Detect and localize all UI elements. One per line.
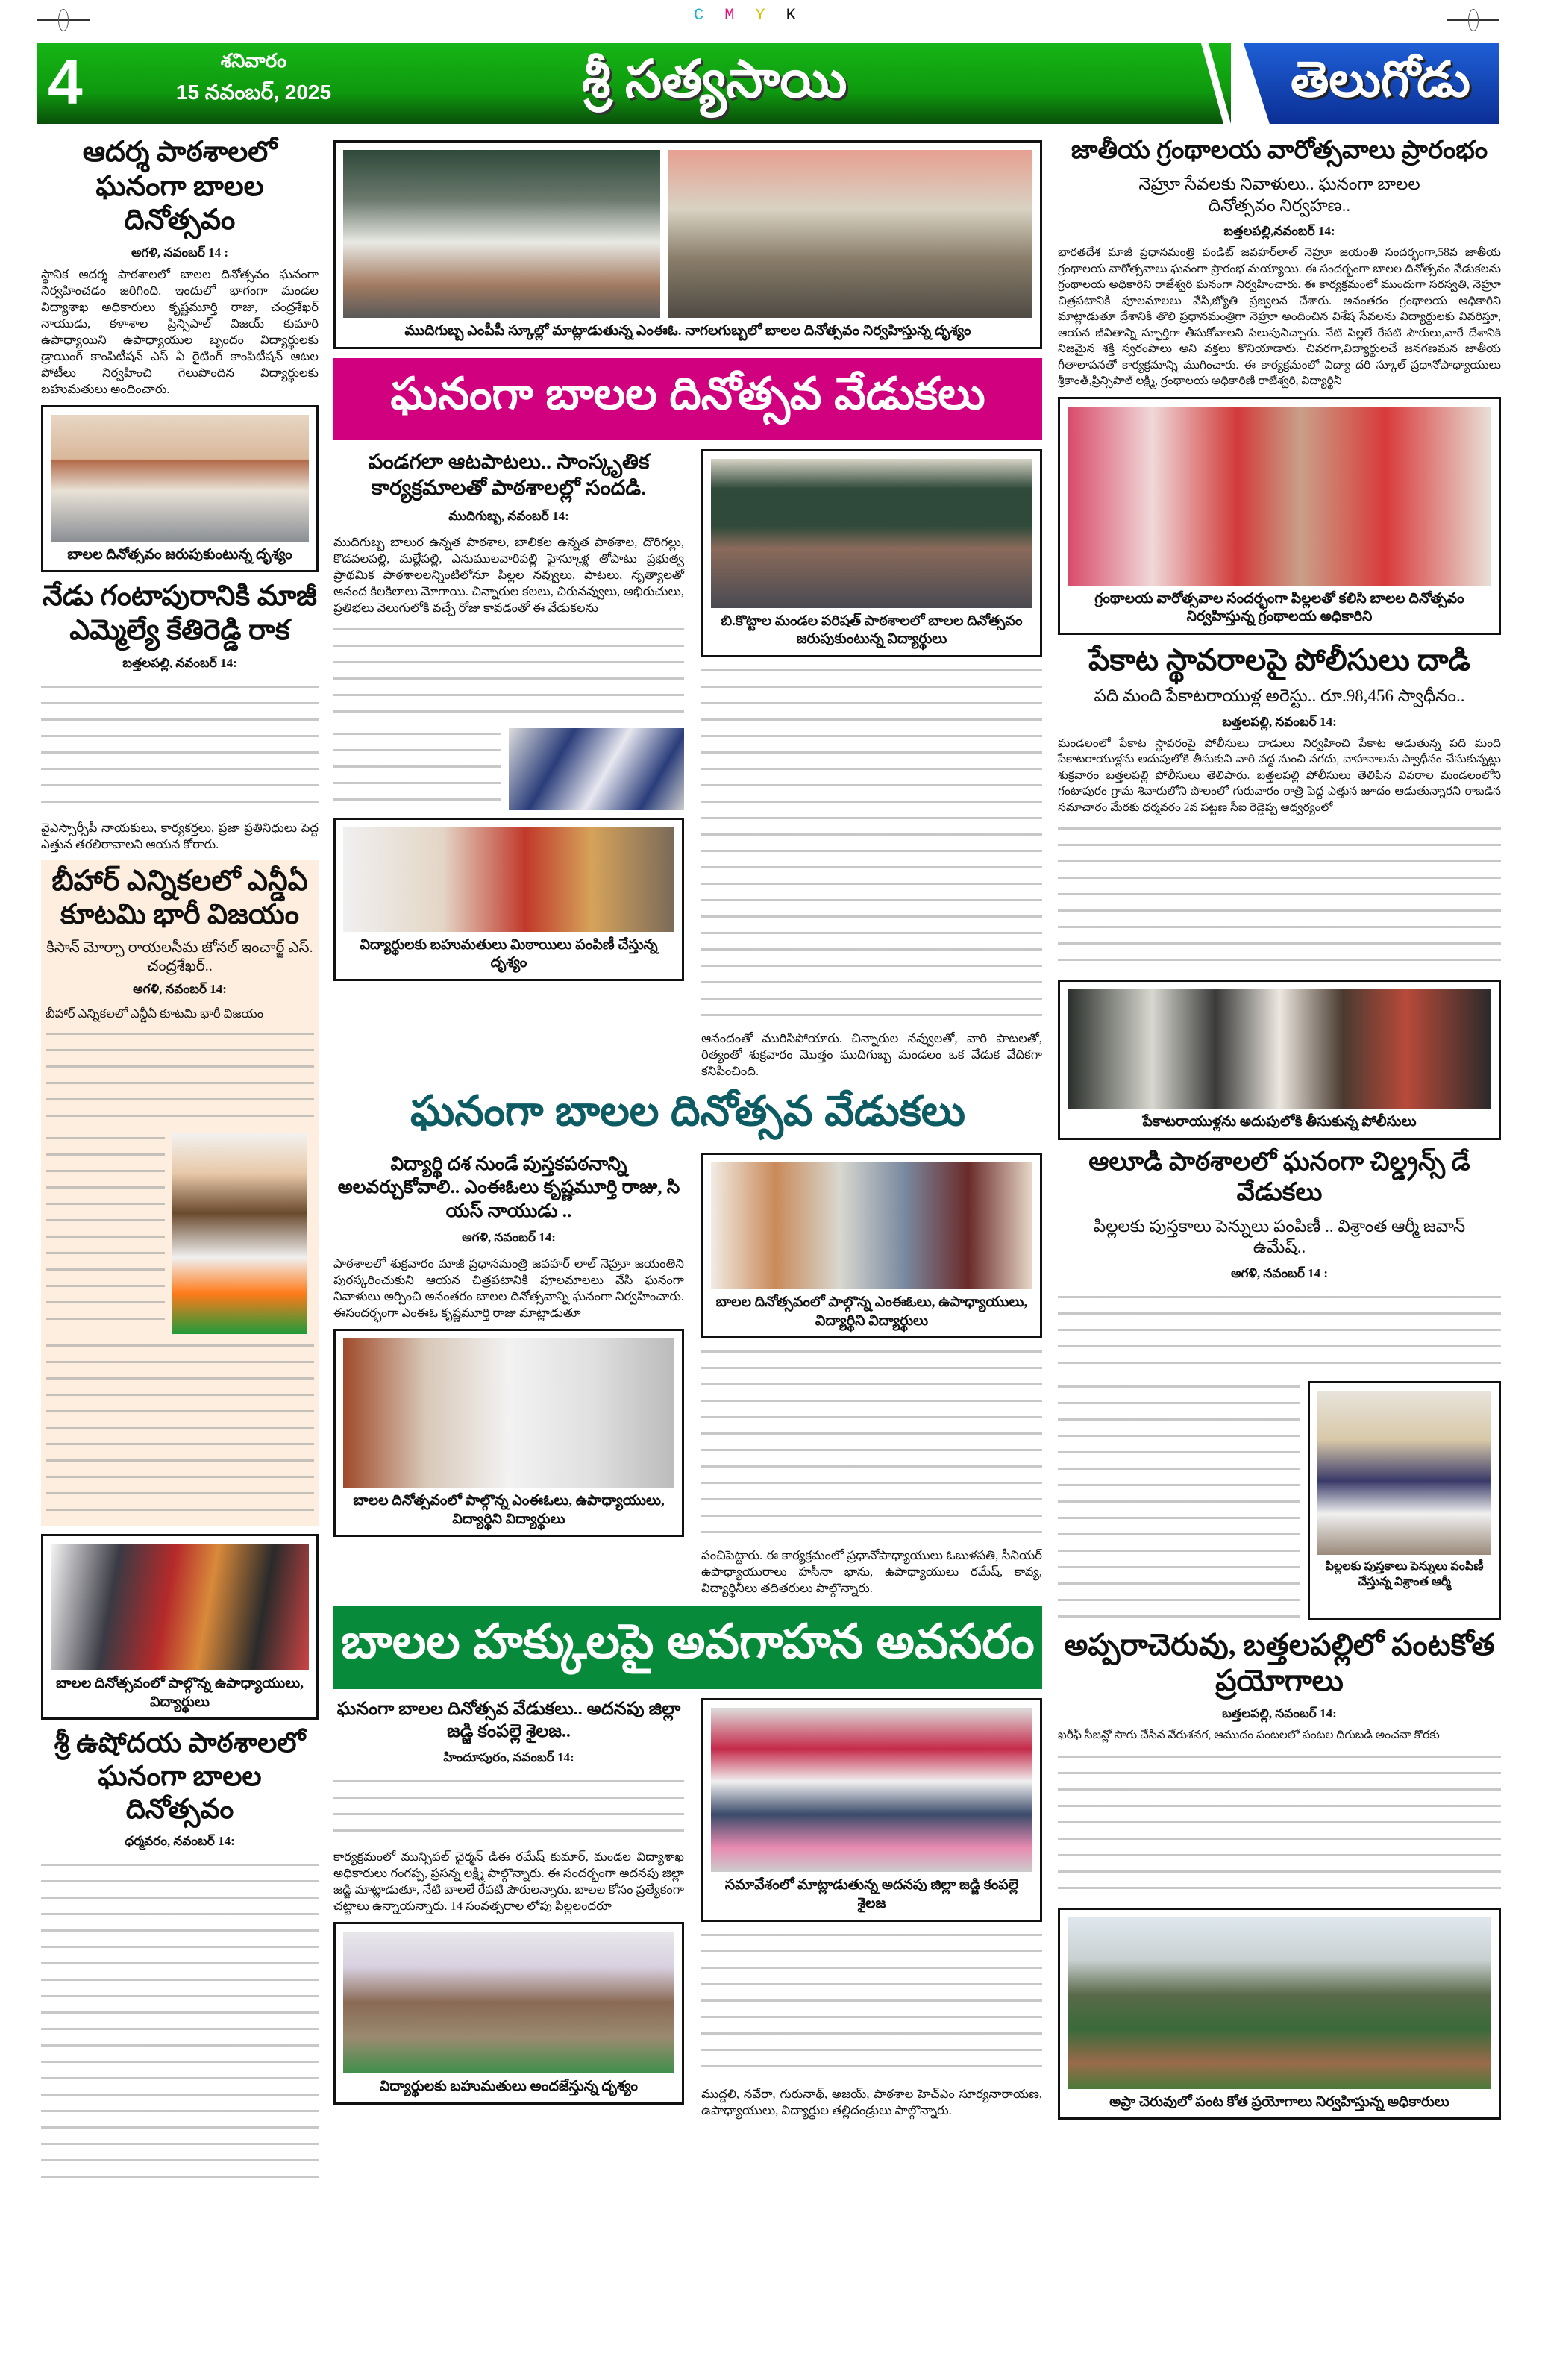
dateline: హిందూపురం, నవంబర్ 14: — [443, 1750, 574, 1765]
photo — [343, 1338, 674, 1488]
article-body-text — [701, 1929, 1042, 2079]
article-body-text — [41, 1859, 319, 2188]
masthead — [37, 43, 1499, 124]
article-body-text — [46, 1340, 314, 1519]
article-body-text — [333, 1776, 684, 1841]
photo — [343, 827, 674, 932]
dateline: అగళి, నవంబర్ 14 : — [131, 245, 229, 260]
photo — [1317, 1391, 1491, 1555]
section-banner: ఘనంగా బాలల దినోత్సవ వేడుకలు — [333, 358, 1042, 440]
article-body: ఆనందంతో మురిసిపోయారు. చిన్నారుల నవ్వులతో, వారి పాటలతో, రిత్యంతో శుక్రవారం మొత్తం ముదిగుబ్బ మండలం ఒక వేడుక వేదికగా కనిపించింది. — [701, 1031, 1042, 1079]
article-body-text — [1058, 1381, 1300, 1620]
article-body-text — [41, 681, 319, 812]
photo-box — [1058, 397, 1501, 635]
weekday: శనివారం — [220, 49, 287, 72]
subheadline: విద్యార్థి దశ నుండే పుస్తకపఠనాన్ని అలవర్చుకోవాలి.. ఎంఈఓలు కృష్ణమూర్తి రాజు, సి యస్ నాయుడు .. — [337, 1154, 680, 1221]
photo — [711, 1708, 1032, 1872]
subheadline: నెహ్రూ సేవలకు నివాళులు.. ఘనంగా బాలల దినోత్సవం నిర్వహణ.. — [1138, 174, 1420, 215]
photo — [711, 459, 1032, 608]
photo-pair — [343, 150, 1032, 318]
article-body: ఖరీఫ్ సీజన్లో సాగు చేసిన వేరుశనగ, ఆముదం పంటలలో పంటల దిగుబడి అంచనా కొరకు — [1058, 1729, 1440, 1742]
section-body — [333, 1153, 1042, 1597]
photo-box — [333, 1329, 684, 1537]
dateline: బత్తలపల్లి, నవంబర్ 14: — [1222, 1706, 1337, 1721]
cmyk-print-marks: CMYK — [694, 6, 817, 25]
left-column — [41, 136, 319, 2188]
section-left — [333, 1153, 684, 1597]
article-body-text — [333, 728, 501, 810]
headline: ఆదర్శ పాఠశాలలో ఘనంగా బాలల దినోత్సవం — [82, 137, 278, 237]
article-body-text — [46, 1028, 314, 1127]
photo-box — [701, 1153, 1042, 1338]
subheadline: కిసాన్ మోర్చా రాయలసీమ జోనల్ ఇంచార్జ్ ఎస్. చంద్రశేఖర్.. — [46, 939, 313, 974]
masthead-green-band — [37, 43, 1231, 124]
photo — [51, 415, 309, 542]
headline: బీహార్ ఎన్నికలలో ఎన్డీఏ కూటమి భారీ విజయం — [51, 865, 308, 931]
subheadline: పది మంది పేకాటరాయుళ్ల అరెస్టు.. రూ.98,456 స్వాధీనం.. — [1094, 686, 1465, 706]
photo-box — [701, 1698, 1042, 1921]
photo — [343, 150, 660, 318]
article-body: ముద్దలి, నవేరా, గురునాథ్, అజయ్, పాఠశాల హెచ్ఎం సూర్యనారాయణ, ఉపాధ్యాయులు, విద్యార్థుల తల్లిదండ్రులు పాల్గొన్నారు. — [701, 2086, 1042, 2117]
photo-box — [41, 405, 319, 573]
article-body: ముదిగుబ్బ బాలుర ఉన్నత పాఠశాల, బాలికల ఉన్నత పాఠశాల, దొరిగల్లు, కొడవలపల్లి, మల్లేపల్లి, ఎనుములవారిపల్లి హైస్కూళ్ల తోపాటు ప్రభుత్వ ప్రాథమిక పాఠశాలలన్నింటిలోనూ పిల్లల నవ్వులు, పాటలు, నృత్యాలతో ఆనంద కిలకిలాలు మోగాయి. చిన్నారుల కలలు, చిరునవ్వులు, అభిరుచులు, ప్రతిభలు వెలుగులోకి వచ్చే రోజు కావడంతో ఈ వేడుకలను — [333, 534, 684, 615]
photo — [668, 150, 1032, 318]
section-body — [333, 449, 1042, 1080]
section-banner: బాలల హక్కులపై అవగాహన అవసరం — [333, 1606, 1042, 1689]
photo — [51, 1544, 309, 1670]
article-row — [1058, 1381, 1501, 1620]
photo-caption: బాలల దినోత్సవంలో పాల్గొన్న ఉపాధ్యాయులు, విద్యార్థులు — [55, 1675, 304, 1710]
section-left — [333, 449, 684, 1080]
photo-caption: పిల్లలకు పుస్తకాలు పెన్నులు పంపిణీ చేస్తున్న విశ్రాంత ఆర్మీ — [1325, 1560, 1484, 1588]
article-body: పంచిపెట్టారు. ఈ కార్యక్రమంలో ప్రధానోపాధ్యాయులు ఓబుళపతి, సీనియర్ ఉపాధ్యాయురాలు హసీనా భాను, ఉపాధ్యాయులు రమేష్, కావ్య, విద్యార్థినీలు తదితరులు పాల్గొన్నారు. — [701, 1548, 1042, 1596]
photo-box — [1308, 1381, 1501, 1620]
headline: జాతీయ గ్రంథాలయ వారోత్సవాలు ప్రారంభం — [1071, 137, 1488, 164]
photo-caption: సమావేశంలో మాట్లాడుతున్న అదనపు జిల్లా జడ్జి కంపల్లె శైలజ — [724, 1877, 1019, 1912]
right-column — [1058, 136, 1501, 2120]
photo — [1068, 407, 1491, 586]
dateline: అగళి, నవంబర్ 14: — [462, 1230, 556, 1244]
article-body-text — [701, 665, 1042, 1023]
article-body: వైఎస్సార్సీపీ నాయకులు, కార్యకర్తలు, ప్రజా ప్రతినిధులు పెద్ద ఎత్తున తరలిరావాలని ఆయన కోరారు. — [41, 820, 319, 851]
section-right — [701, 1153, 1042, 1597]
highlight-box — [41, 860, 319, 1526]
photo-caption: బాలల దినోత్సవంలో పాల్గొన్న ఎంఈఓలు, ఉపాధ్యాయులు, విద్యార్థిని విద్యార్థులు — [353, 1492, 665, 1527]
photo — [711, 1162, 1032, 1289]
headline: ఆలూడి పాఠశాలలో ఘనంగా చిల్డ్రన్స్ డే వేడుకలు — [1088, 1148, 1470, 1206]
page-number: 4 — [48, 47, 83, 117]
section-body — [333, 1698, 1042, 2118]
photo-box — [701, 449, 1042, 657]
district-title: శ్రీ సత్యసాయి — [582, 50, 847, 108]
center-column — [333, 140, 1042, 2119]
article-body-text — [701, 1346, 1042, 1540]
article-body: స్థానిక ఆదర్శ పాఠశాలలో బాలల దినోత్సవం ఘనంగా నిర్వహించడం జరిగింది. ఇందులో భాగంగా మండల విద్యాశాఖ అధికారులు కృష్ణమూర్తి రాజు, చంద్రశేఖర్ నాయుడు, కళాశాల ప్రిన్సిపాల్ విజయ్ కుమారి ఉపాధ్యాయిని ఉపాధ్యాయుల బృందం విద్యార్థులకు డ్రాయింగ్ కాంపిటీషన్ ఎస్ ఏ రైటింగ్ కాంపిటీషన్ ఆటల పోటీలు నిర్వహించి గెలుపొందిన విద్యార్థులకు బహుమతులు అందించారు. — [41, 266, 319, 396]
article-body-text — [1058, 1751, 1501, 1900]
registration-mark-left — [37, 4, 90, 34]
subheadline: పిల్లలకు పుస్తకాలు పెన్నులు పంపిణీ .. విశ్రాంత ఆర్మీ జవాన్ ఉమేష్.. — [1093, 1216, 1466, 1257]
photo — [1068, 1917, 1491, 2089]
newspaper-logo: తెలుగోడు — [1291, 51, 1470, 107]
photo-caption: బాలల దినోత్సవం జరుపుకుంటున్న దృశ్యం — [67, 546, 292, 563]
dateline: అగళి, నవంబర్ 14 : — [1230, 1266, 1329, 1281]
article-row — [46, 1133, 314, 1334]
photo-box — [333, 1922, 684, 2105]
article-body-text — [46, 1133, 165, 1334]
photo-box — [1058, 980, 1501, 1140]
photo-caption: విద్యార్థులకు బహుమతులు అందజేస్తున్న దృశ్యం — [379, 2079, 639, 2095]
photo-caption: విద్యార్థులకు బహుమతులు మిఠాయిలు పంపిణీ చేస్తున్న దృశ్యం — [360, 936, 658, 971]
issue-date: 15 నవంబర్, 2025 — [175, 81, 332, 104]
section-right — [701, 449, 1042, 1080]
sweets-photo — [509, 728, 684, 810]
article-body: బీహార్ ఎన్నికలలో ఎన్డీఏ కూటమి భారీ విజయం — [46, 1006, 264, 1021]
photo-caption: గ్రంథాలయ వారోత్సవాల సందర్భంగా పిల్లలతో కలిసి బాలల దినోత్సవం నిర్వహిస్తున్న గ్రంథాలయ అధికారిని — [1094, 590, 1464, 625]
photo-caption: బాలల దినోత్సవంలో పాల్గొన్న ఎంఈఓలు, ఉపాధ్యాయులు, విద్యార్థిని విద్యార్థులు — [715, 1294, 1028, 1329]
portrait-photo — [172, 1133, 307, 1334]
subheadline: పండగలా ఆటపాటలు.. సాంస్కృతిక కార్యక్రమాలతో పాఠశాలల్లో సందడి. — [368, 450, 650, 500]
registration-mark-right — [1447, 4, 1499, 34]
subheadline: ఘనంగా బాలల దినోత్సవ వేడుకలు.. అదనపు జిల్లా జడ్జి కంపల్లె శైలజ.. — [336, 1700, 681, 1742]
article-body: కార్యక్రమంలో మున్సిపల్ చైర్మన్ డిఈ రమేష్ కుమార్, మండల విద్యాశాఖ అధికారులు గంగప్ప, ప్రసన్న లక్ష్మి పాల్గొన్నారు. ఈ సందర్భంగా అదనపు జిల్లా జడ్జి మాట్లాడుతూ, నేటి బాలలే రేపటి పౌరులన్నారు. బాలల కోసం ప్రత్యేకంగా చట్టాలు ఉన్నాయన్నారు. 14 సంవత్సరాల లోపు పిల్లలందరూ — [333, 1850, 684, 1914]
article-body-text — [1058, 1291, 1501, 1374]
photo-box — [333, 140, 1042, 349]
dateline: ముదిగుబ్బ, నవంబర్ 14: — [448, 508, 569, 523]
article-body-text — [1058, 823, 1501, 972]
photo — [343, 1932, 674, 2073]
headline: అప్పరాచెరువు, బత్తలపల్లిలో పంటకోత ప్రయోగాలు — [1064, 1628, 1495, 1698]
dateline: ధర్మవరం, నవంబర్ 14: — [125, 1834, 235, 1849]
photo-caption: బి.కొట్టాల మండల పరిషత్ పాఠశాలలో బాలల దినోత్సవం జరుపుకుంటున్న విద్యార్థులు — [721, 613, 1023, 648]
photo — [1068, 989, 1491, 1109]
section-banner: ఘనంగా బాలల దినోత్సవ వేడుకలు — [333, 1089, 1042, 1144]
section-right — [701, 1698, 1042, 2118]
headline: పేకాట స్థావరాలపై పోలీసులు దాడి — [1088, 643, 1471, 677]
article-body: మండలంలో పేకాట స్థావరంపై పోలీసులు దాడులు నిర్వహించి పేకాట ఆడుతున్న పది మంది పేకాటరాయుళ్లను అదుపులోకి తీసుకుని వారి వద్ద నుంచి నగదు, వాహనాలను స్వాధీనం చేసుకున్నట్లు శుక్రవారం బత్తలపల్లి పోలీసులు తెలిపారు. బత్తలపల్లి పోలీసులు తెలిపిన వివరాల మండలంలోని గంటాపురం గ్రామ శివారులోని పొలంలో గురువారం రాత్రి పెద్ద ఎత్తున జూదం ఆడుతున్నారని రాబడిన సమాచారం మేరకు ధర్మవరం 2వ పట్టణ సీఐ రెడ్డెప్ప ఆధ్వర్యంలో — [1058, 736, 1501, 814]
article-row — [333, 728, 684, 810]
section-left — [333, 1698, 684, 2118]
photo-caption: పేకాటరాయుళ్లను అదుపులోకి తీసుకున్న పోలీసులు — [1142, 1114, 1417, 1130]
headline: శ్రీ ఉషోదయ పాఠశాలలో ఘనంగా బాలల దినోత్సవం — [54, 1728, 306, 1825]
photo-caption: ముదిగుబ్బ ఎంపీపీ స్కూల్లో మాట్లాడుతున్న ఎంఈఓ. నాగలగుబ్బలో బాలల దినోత్సవం నిర్వహిస్తున్న దృశ్యం — [404, 323, 971, 339]
dateline: బత్తలపల్లి,నవంబర్ 14: — [1223, 224, 1335, 239]
article-body-text — [333, 624, 684, 721]
headline: నేడు గంటాపురానికి మాజీ ఎమ్మెల్యే కేతిరెడ్డి రాక — [43, 580, 317, 647]
photo-box — [41, 1534, 319, 1720]
photo-box — [333, 818, 684, 981]
photo-box — [1058, 1908, 1501, 2120]
dateline: బత్తలపల్లి, నవంబర్ 14: — [122, 655, 237, 670]
dateline: బత్తలపల్లి, నవంబర్ 14: — [1222, 714, 1337, 729]
article-body: పాఠశాలలో శుక్రవారం మాజీ ప్రధానమంత్రి జవహర్ లాల్ నెహ్రూ జయంతిని పురస్కరించుకుని ఆయన చిత్రపటానికి పూలమాలలు వేసి ఘనంగా నివాళులు అర్పించి అనంతరం బాలల దినోత్సవాన్ని ఘనంగా నిర్వహించారు. ఈసందర్భంగా ఎంఈఓ కృష్ణమూర్తి రాజు మాట్లాడుతూ — [333, 1256, 684, 1320]
article-body: భారతదేశ మాజీ ప్రధానమంత్రి పండిట్ జవహర్‌లాల్ నెహ్రూ జయంతి సందర్భంగా,58వ జాతీయ గ్రంథాలయ వారోత్సవాలు ఘనంగా ప్రారంభ మయ్యాయి. ఈ సందర్భంగా బాలల దినోత్సవం వేడుకలను గ్రంథాలయ అధికారిని రాజేశ్వరి ఘనంగా నిర్వహించారు. ఈ కార్యక్రమంలో ముందుగా సరస్వతి, నెహ్రూ చిత్రపటానికి పూలమాలలు వేసి,జ్యోతి ప్రజ్వలన చేశారు. అనంతరం గ్రంథాలయ అధికారిని మాట్లాడుతూ దేశానికి తొలి ప్రధానమంత్రిగా నెహ్రూ అందించిన విశేష సేవలను విద్యార్థులకు వివరిస్తూ, ఆయన జీవితాన్ని స్ఫూర్తిగా తీసుకోవాలని పిలుపునిచ్చారు. నేటి పిల్లలే రేపటి పౌరులు,వారే దేశానికి నిజమైన శక్తి స్వరంపాలు అని వక్తలు కొనియాడారు. చివరగా,విద్యార్థులచే జనగణమన జాతీయ గీతాలాపనతో కార్యక్రమాన్ని ముగించారు. ఈ కార్యక్రమంలో విద్యా దరి స్కూల్ ప్రధానోపాధ్యాయులు శ్రీకాంత్,ప్రిన్సిపాల్ లక్ష్మి, గ్రంథాలయ అధికారిణి రాజేశ్వరి, విద్యార్థినీ — [1058, 246, 1501, 388]
dateline: అగళి, నవంబర్ 14: — [133, 981, 227, 996]
photo-caption: అప్రా చెరువులో పంట కోత ప్రయోగాలు నిర్వహిస్తున్న అధికారులు — [1109, 2094, 1449, 2110]
